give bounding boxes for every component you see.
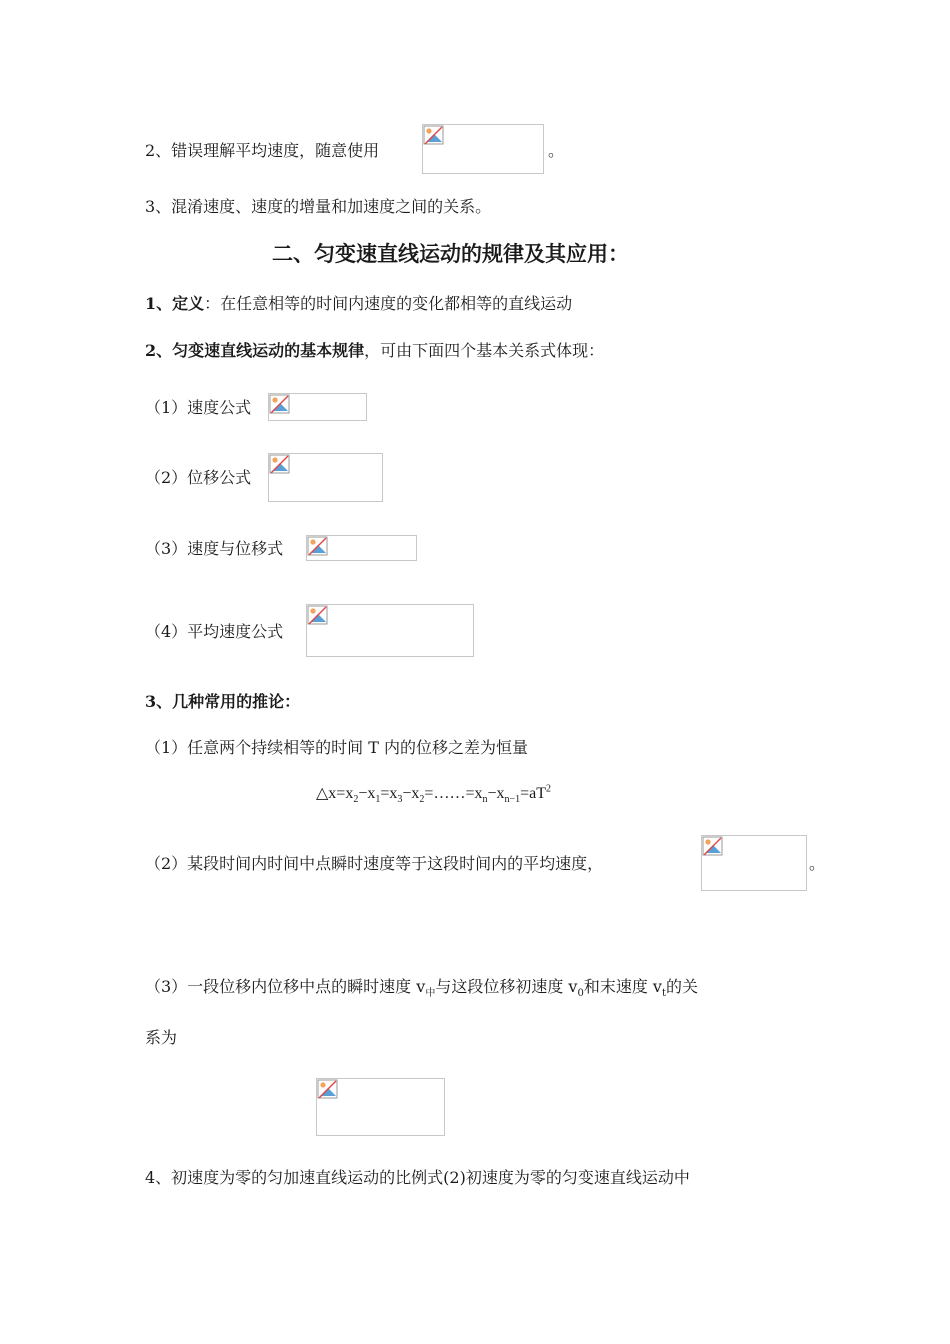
broken-image-icon xyxy=(702,836,724,856)
velocity-displacement-label: （3）速度与位移式 xyxy=(145,539,284,558)
displacement-formula-image xyxy=(268,453,383,502)
broken-image-icon xyxy=(269,454,291,474)
inference-2: （2）某段时间内时间中点瞬时速度等于这段时间内的平均速度， xyxy=(145,854,604,873)
inference-3: （3）一段位移内位移中点的瞬时速度 $v_中$与这段位移初速度 $v_0$和末速度 $v_t$的关 xyxy=(145,977,699,1000)
basic-law-label: 2、匀变速直线运动的基本规律 xyxy=(145,341,365,360)
mistake-3: 3、混淆速度、速度的增量和加速度之间的关系。 xyxy=(145,197,492,216)
average-velocity-image xyxy=(306,604,474,657)
mistake-2-text: 2、错误理解平均速度，随意使用 xyxy=(145,141,380,160)
inference-heading: 3、几种常用的推论： xyxy=(145,692,301,711)
formula-image-placeholder xyxy=(422,124,544,174)
midpoint-velocity-image xyxy=(701,835,807,891)
midpoint-displacement-image xyxy=(316,1078,445,1136)
displacement-formula-label: （2）位移公式 xyxy=(145,468,252,487)
broken-image-icon xyxy=(317,1079,339,1099)
mistake-2 xyxy=(145,140,379,162)
broken-image-icon xyxy=(307,605,329,625)
definition-label: 1、定义 xyxy=(145,294,205,313)
proportion-line: 4、初速度为零的匀加速直线运动的比例式(2)初速度为零的匀变速直线运动中 xyxy=(145,1168,690,1187)
mistake-2-end: 。 xyxy=(548,141,565,160)
velocity-formula-image xyxy=(268,393,367,421)
broken-image-icon xyxy=(269,394,291,414)
average-velocity-label: （4）平均速度公式 xyxy=(145,622,284,641)
section-heading: 二、匀变速直线运动的规律及其应用： xyxy=(272,242,629,266)
inference-2-end: 。 xyxy=(809,854,826,873)
inference-1: （1）任意两个持续相等的时间 T 内的位移之差为恒量 xyxy=(145,738,529,757)
velocity-displacement-image xyxy=(306,535,417,561)
broken-image-icon xyxy=(307,536,329,556)
basic-law-line xyxy=(145,340,604,362)
definition-line xyxy=(145,293,572,315)
broken-image-icon xyxy=(423,125,445,145)
inference-3-continued: 系为 xyxy=(145,1028,178,1047)
displacement-difference-formula: $\triangle x=x_2-x_1=x_3-x_2=\dots\dots=x_n-x_{n-1}=aT^2$ xyxy=(316,783,552,806)
velocity-formula-label: （1）速度公式 xyxy=(145,398,252,417)
definition-text: ：在任意相等的时间内速度的变化都相等的直线运动 xyxy=(204,294,573,313)
basic-law-text: ，可由下面四个基本关系式体现： xyxy=(364,341,605,360)
